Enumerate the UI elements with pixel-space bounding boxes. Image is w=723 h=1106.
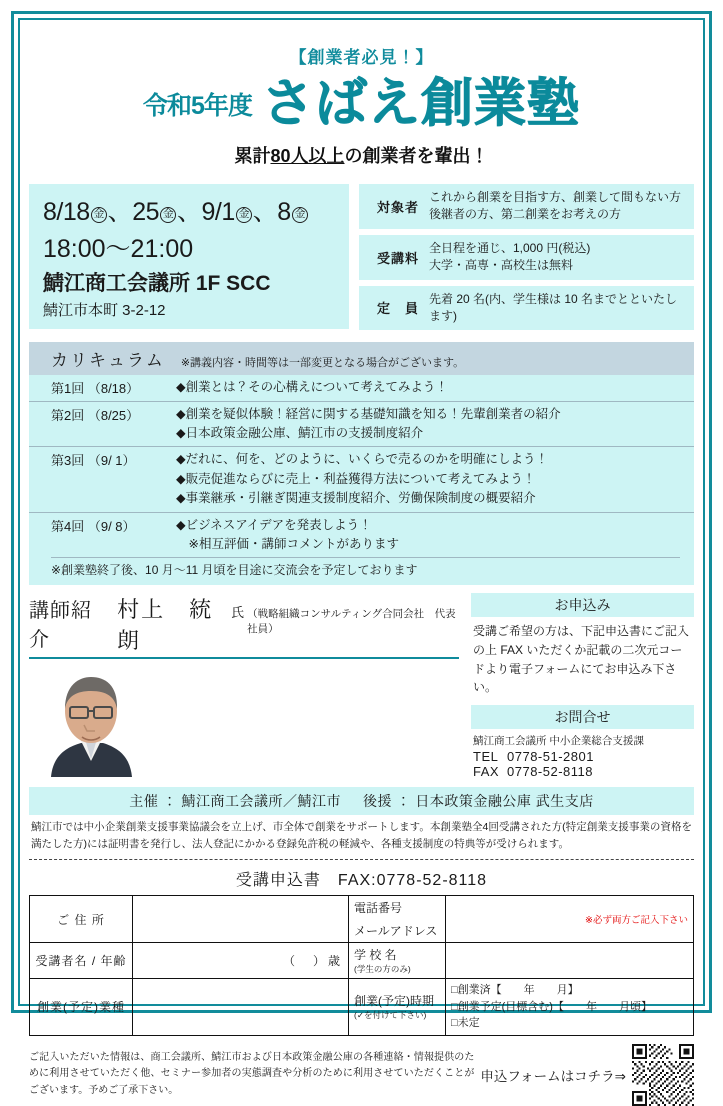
- contact-tel-value: 0778-51-2801: [507, 749, 594, 765]
- form-label-timing-main: 創業(予定)時期: [354, 994, 434, 1009]
- sponsor-host: 主催 ： 鯖江商工会議所／鯖江市: [129, 793, 342, 810]
- session-item: ◆日本政策金融公庫、鯖江市の支援制度紹介: [176, 426, 424, 441]
- program-description: 鯖江市では中小企業創業支援事業協議会を立上げ、市全体で創業をサポートします。本創業塾全4回受講された方(特定創業支援事業の資格を満たした方)には証明書を発行し、法人登記にかかる登録免許税の軽減や、各種支援制度の特典等が受けられます。: [31, 821, 692, 851]
- info-row-fee: [359, 235, 694, 280]
- lecturer-portrait: [29, 669, 149, 777]
- lecturer-block: [29, 593, 459, 779]
- privacy-notice: ご記入いただいた情報は、商工会議所、鯖江市および日本政策金融公庫の各種連絡・情報提供のために利用させていただく他、セミナー参加者の実態調査や分析のために利用させていただくことがございます。予めご了承下さい。: [29, 1051, 475, 1096]
- info-target-line1: これから創業を目指す方、創業して間もない方: [429, 190, 682, 204]
- session-number: 第1回 （8/18）: [51, 381, 140, 397]
- form-label-phone: 電話番号: [354, 901, 403, 916]
- cut-line: [29, 859, 694, 860]
- form-label-email: メールアドレス: [354, 924, 438, 939]
- lecturer-affiliation: （戦略組織コンサルティング合同会社 代表社員）: [247, 608, 456, 636]
- table-row: [30, 943, 694, 979]
- day-mark-4: 金: [292, 207, 308, 223]
- lecturer-honorific: 氏: [231, 605, 245, 621]
- session-item: ◆だれに、何を、どのように、いくらで売るのかを明確にしよう！: [176, 452, 548, 467]
- curriculum-heading: カリキュラム: [51, 351, 165, 371]
- sponsor-bar: [29, 787, 694, 815]
- curriculum-note: ※講義内容・時間等は一部変更となる場合がございます。: [180, 357, 465, 370]
- curriculum-row: [29, 401, 694, 447]
- subtitle-post: の創業者を輩出！: [344, 146, 489, 166]
- table-row: [30, 979, 694, 1036]
- title-row: [29, 75, 694, 133]
- session-items: [176, 402, 680, 447]
- page-subtitle: [29, 142, 694, 168]
- session-items: [176, 447, 680, 511]
- schedule-address: 鯖江市本町 3-2-12: [43, 302, 166, 319]
- schedule-time: 18:00～21:00: [43, 235, 194, 263]
- form-label-startup-timing: [349, 979, 446, 1036]
- form-label-school-main: 学 校 名: [354, 948, 397, 963]
- day-mark-3: 金: [236, 207, 252, 223]
- date-3: 9/1: [201, 198, 235, 226]
- lecturer-heading: 講師紹介: [29, 600, 92, 652]
- info-label-capacity: 定 員: [376, 301, 419, 317]
- application-body: 受講ご希望の方は、下記申込書にご記入の上 FAX いただくか記載の二次元コードより電子フォームにてお申込み下さい。: [473, 624, 690, 695]
- info-fee-line1: 全日程を通じ、1,000 円(税込): [429, 240, 591, 255]
- subtitle-highlight: 80人以上: [270, 146, 345, 166]
- application-form-table: [29, 895, 694, 1036]
- form-input-address[interactable]: [133, 896, 349, 943]
- session-item: ◆創業を疑似体験！経営に関する基礎知識を知る！先輩創業者の紹介: [176, 406, 561, 421]
- session-number: 第2回 （8/25）: [51, 407, 140, 423]
- curriculum-section: [29, 342, 694, 585]
- lecturer-header: [29, 593, 459, 659]
- session-item: ※相互評価・講師コメントがあります: [176, 536, 399, 551]
- form-title: 受講申込書 FAX:0778-52-8118: [235, 872, 488, 890]
- portrait-image: [29, 669, 149, 777]
- form-age-hint: （ ）歳: [282, 954, 343, 969]
- schedule-venue: 鯖江商工会議所 1F SCC: [43, 272, 271, 295]
- contact-org: 鯖江商工会議所 中小企業総合支援課: [473, 734, 644, 747]
- date-4: 8: [277, 198, 291, 226]
- session-items: [176, 375, 680, 400]
- contact-fax-label: FAX: [473, 764, 500, 780]
- page-title: さばえ創業塾: [261, 75, 580, 133]
- schedule-info-section: [29, 184, 694, 330]
- lecturer-name: 村上 統朗: [117, 597, 214, 654]
- form-label-industry: 創業(予定)業種: [30, 979, 133, 1036]
- curriculum-row: [29, 512, 694, 558]
- application-heading: お申込み: [471, 593, 694, 617]
- qr-code-icon[interactable]: [632, 1044, 694, 1106]
- form-label-school-sub: (学生の方のみ): [354, 964, 411, 975]
- info-rows: [359, 184, 694, 330]
- contact-heading: お問合せ: [471, 705, 694, 729]
- curriculum-row: [29, 375, 694, 400]
- schedule-dates: 8/18 金 、25 金 、9/1 金 、8 金: [43, 192, 339, 228]
- form-checkbox-group[interactable]: [446, 979, 694, 1036]
- day-mark-1: 金: [91, 207, 107, 223]
- schedule-box: [29, 184, 349, 329]
- info-fee-line2: 大学・高専・高校生は無料: [429, 258, 574, 273]
- date-1: 8/18: [43, 198, 90, 226]
- page-kicker: 【創業者必見！】: [289, 48, 434, 67]
- contact-tel-row: [471, 749, 694, 764]
- info-row-target: [359, 184, 694, 229]
- info-value-fee: [429, 240, 590, 275]
- checkbox-undecided[interactable]: □未定: [451, 1017, 480, 1030]
- form-label-phone-email: [349, 896, 446, 943]
- info-label-target: 対象者: [376, 199, 419, 215]
- info-value-target: [429, 189, 681, 224]
- day-mark-2: 金: [160, 207, 176, 223]
- session-item: ◆販売促進ならびに売上・利益獲得方法について考えてみよう！: [176, 471, 536, 486]
- form-link-label: 申込フォームはコチラ⇒: [480, 1068, 626, 1084]
- session-item: ◆ビジネスアイデアを発表しよう！: [176, 517, 372, 532]
- footer-section: [29, 1044, 694, 1106]
- session-number: 第4回 （9/ 8）: [51, 518, 136, 534]
- lecturer-application-section: [29, 593, 694, 779]
- info-value-capacity: 先着 20 名(内、学生様は 10 名までとといたします): [429, 291, 678, 323]
- sponsor-support: 後援 ： 日本政策金融公庫 武生支店: [363, 793, 594, 810]
- form-input-school[interactable]: [446, 943, 694, 979]
- contact-fax-value: 0778-52-8118: [507, 764, 593, 780]
- info-label-fee: 受講料: [376, 250, 419, 266]
- table-row: [30, 896, 694, 943]
- form-input-name-age[interactable]: [133, 943, 349, 979]
- session-number: 第3回 （9/ 1）: [51, 453, 136, 469]
- contact-fax-row: [471, 764, 694, 779]
- title-era: 令和5年度: [143, 92, 252, 120]
- checkbox-planned[interactable]: □創業予定(目標含む)【 年 月頃】: [451, 1000, 652, 1013]
- subtitle-pre: 累計: [234, 146, 271, 166]
- info-row-capacity: [359, 286, 694, 331]
- form-label-address: ご 住 所: [30, 896, 133, 943]
- info-target-line2: 後継者の方、第二創業をお考えの方: [429, 207, 622, 222]
- application-contact-block: [471, 593, 694, 779]
- form-label-school: [349, 943, 446, 979]
- session-item: ◆創業とは？その心構えについて考えてみよう！: [176, 380, 448, 395]
- checkbox-started[interactable]: □創業済【 年 月】: [451, 984, 579, 997]
- date-2: 25: [132, 198, 159, 226]
- form-label-name-age: 受講者名 / 年齢: [30, 943, 133, 979]
- form-input-phone-email[interactable]: [446, 896, 694, 943]
- session-items: [176, 513, 680, 558]
- form-label-timing-sub: (✓を付けて下さい): [354, 1010, 427, 1021]
- session-item: ◆事業継承・引継ぎ関連支援制度紹介、労働保険制度の概要紹介: [176, 491, 536, 506]
- form-input-industry[interactable]: [133, 979, 349, 1036]
- flyer-content: [29, 27, 694, 1096]
- form-required-note: ※必ず両方ご記入下さい: [585, 915, 688, 927]
- curriculum-row: [29, 446, 694, 511]
- curriculum-header: [29, 342, 694, 375]
- curriculum-footnote: ※創業塾終了後、10 月～11 月頃を目途に交流会を予定しております: [51, 557, 680, 579]
- contact-tel-label: TEL: [473, 749, 499, 765]
